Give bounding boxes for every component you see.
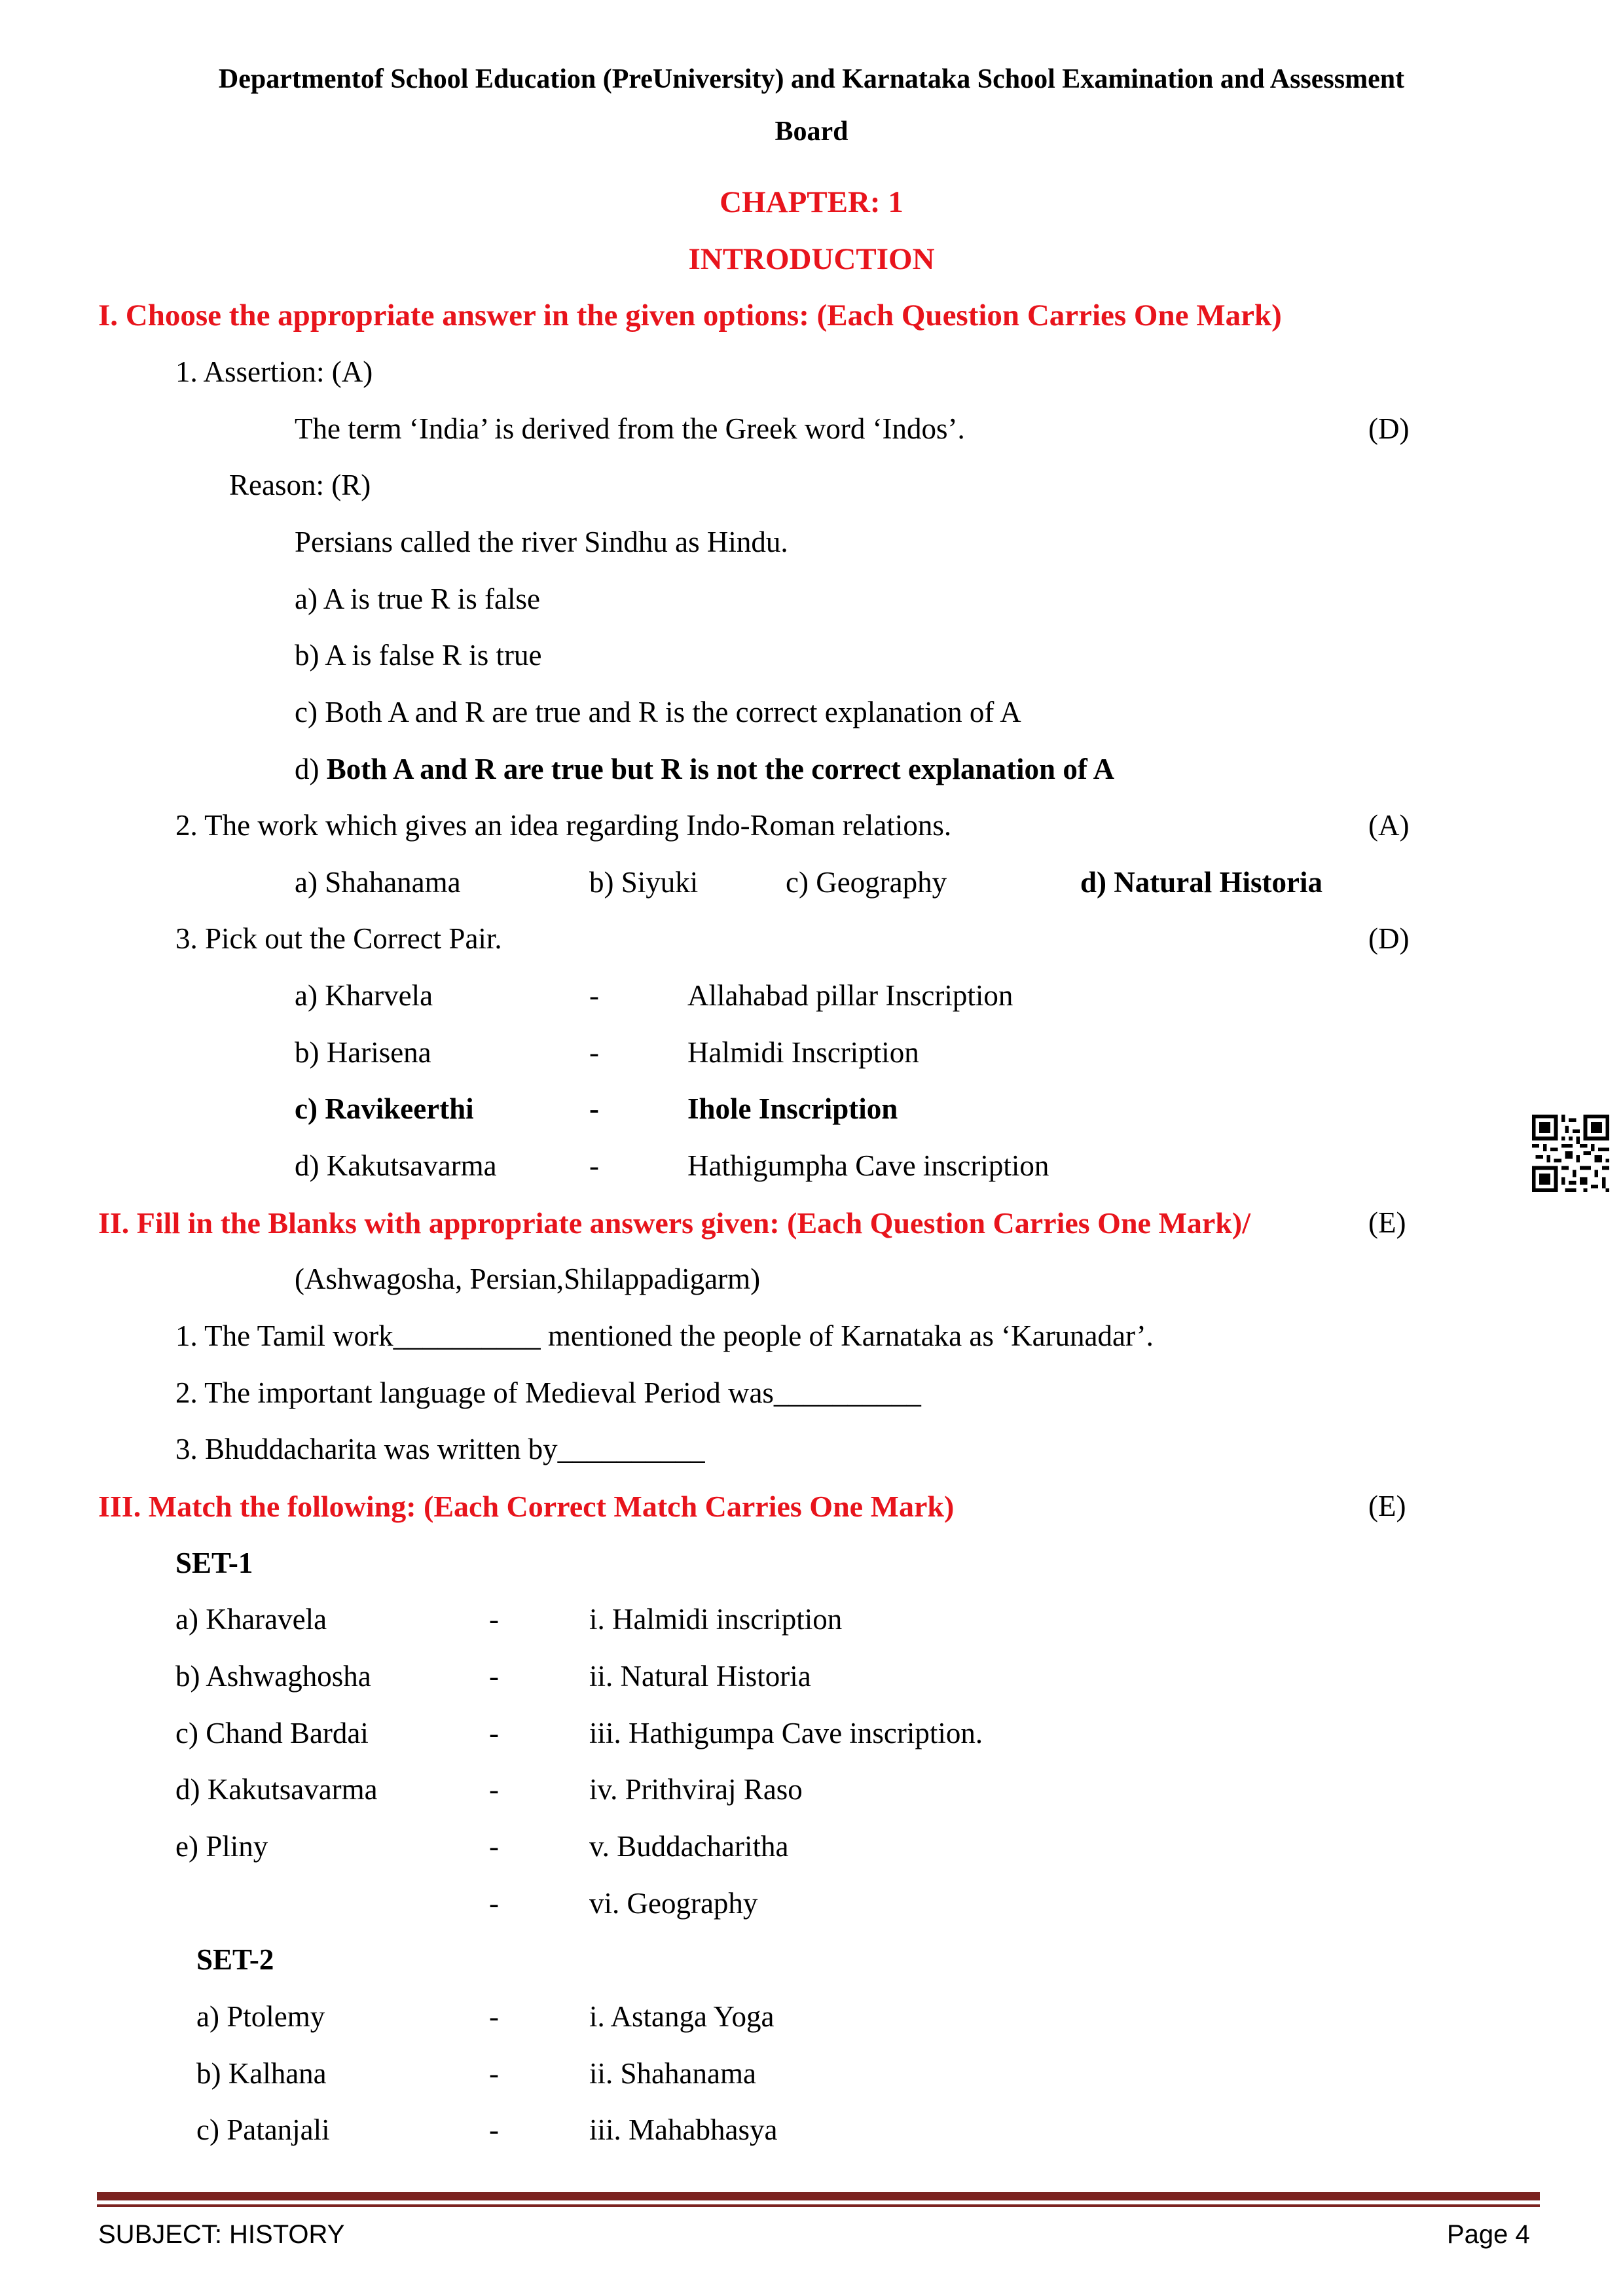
q2-question: 2. The work which gives an idea regarding Indo-Roman relations. <box>175 809 952 842</box>
section-2-title: II. Fill in the Blanks with appropriate answers given: (Each Question Carries One Mark)/ <box>98 1206 1250 1240</box>
set2-right: iii. Mahabhasya <box>589 2113 778 2146</box>
q1-answer: (D) <box>1368 412 1410 445</box>
section-2-options: (Ashwagosha, Persian,Shilappadigarm) <box>295 1263 761 1295</box>
set1-title: SET-1 <box>175 1547 253 1579</box>
set1-right: iii. Hathigumpa Cave inscription. <box>589 1717 983 1749</box>
chapter-title: CHAPTER: 1 <box>720 185 903 219</box>
set1-dash: - <box>489 1603 499 1636</box>
q2-option-a: a) Shahanama <box>295 866 461 899</box>
set1-dash: - <box>489 1773 499 1806</box>
set1-dash: - <box>489 1887 499 1920</box>
q3-pair-right: Ihole Inscription <box>687 1092 898 1125</box>
set1-left: e) Pliny <box>175 1830 268 1863</box>
q1-option-d-text: Both A and R are true but R is not the correct explanation of A <box>326 753 1115 785</box>
q3-pair-left: b) Harisena <box>295 1036 431 1069</box>
q3-pair-right: Halmidi Inscription <box>687 1036 919 1069</box>
set1-left: a) Kharavela <box>175 1603 327 1636</box>
set2-right: ii. Shahanama <box>589 2057 756 2090</box>
q3-pair-dash: - <box>589 1092 599 1125</box>
set1-right: iv. Prithviraj Raso <box>589 1773 803 1806</box>
set2-left: c) Patanjali <box>196 2113 330 2146</box>
set2-title: SET-2 <box>196 1943 274 1976</box>
set2-dash: - <box>489 2000 499 2033</box>
fill-blank-q3: 3. Bhuddacharita was written by__________ <box>175 1433 705 1465</box>
q1-assertion-label: 1. Assertion: (A) <box>175 355 373 388</box>
set1-left: b) Ashwaghosha <box>175 1660 371 1693</box>
q1-option-c: c) Both A and R are true and R is the correct explanation of A <box>295 696 1021 728</box>
set1-dash: - <box>489 1660 499 1693</box>
q3-pair-left: a) Kharvela <box>295 979 433 1012</box>
fill-blank-q2: 2. The important language of Medieval Period was__________ <box>175 1376 921 1409</box>
q1-reason-label: Reason: (R) <box>229 469 371 501</box>
q1-option-a: a) A is true R is false <box>295 583 540 615</box>
section-3-title: III. Match the following: (Each Correct Match Carries One Mark) <box>98 1490 955 1523</box>
board-header-line1: Departmentof School Education (PreUniversity) and Karnataka School Examination and Assessment <box>218 64 1405 94</box>
section-1-title: I. Choose the appropriate answer in the given options: (Each Question Carries One Mark) <box>98 298 1282 332</box>
set2-left: a) Ptolemy <box>196 2000 325 2033</box>
q3-pair-left: c) Ravikeerthi <box>295 1092 474 1125</box>
section-2-answer: (E) <box>1368 1206 1406 1239</box>
q1-assertion-text: The term ‘India’ is derived from the Greek word ‘Indos’. <box>295 412 965 445</box>
set2-dash: - <box>489 2057 499 2090</box>
set2-right: i. Astanga Yoga <box>589 2000 775 2033</box>
q1-option-d <box>295 755 1114 784</box>
set1-dash: - <box>489 1830 499 1863</box>
footer-page-number: Page 4 <box>1447 2220 1530 2249</box>
set2-dash: - <box>489 2113 499 2146</box>
set1-right: vi. Geography <box>589 1887 758 1920</box>
q3-pair-dash: - <box>589 979 599 1012</box>
fill-blank-q1: 1. The Tamil work__________ mentioned the people of Karnataka as ‘Karunadar’. <box>175 1319 1154 1352</box>
q3-pair-right: Hathigumpha Cave inscription <box>687 1149 1049 1182</box>
chapter-subtitle: INTRODUCTION <box>688 242 935 276</box>
set1-left: d) Kakutsavarma <box>175 1773 378 1806</box>
q2-answer: (A) <box>1368 809 1410 842</box>
q3-pair-left: d) Kakutsavarma <box>295 1149 497 1182</box>
set1-dash: - <box>489 1717 499 1749</box>
q3-pair-right: Allahabad pillar Inscription <box>687 979 1013 1012</box>
set1-left: c) Chand Bardai <box>175 1717 369 1749</box>
q1-option-d-prefix: d) <box>295 753 327 785</box>
footer-rule-thick <box>97 2192 1540 2200</box>
set2-left: b) Kalhana <box>196 2057 327 2090</box>
q3-answer: (D) <box>1368 922 1410 955</box>
q2-option-d: d) Natural Historia <box>1080 866 1322 899</box>
q2-option-c: c) Geography <box>786 866 947 899</box>
board-header-line2: Board <box>775 117 848 147</box>
q1-reason-text: Persians called the river Sindhu as Hindu. <box>295 526 788 558</box>
footer-rule-thin <box>97 2204 1540 2207</box>
q2-option-b: b) Siyuki <box>589 866 699 899</box>
q3-pair-dash: - <box>589 1036 599 1069</box>
q1-option-b: b) A is false R is true <box>295 639 542 672</box>
q3-question: 3. Pick out the Correct Pair. <box>175 922 502 955</box>
q3-pair-dash: - <box>589 1149 599 1182</box>
set1-right: ii. Natural Historia <box>589 1660 811 1693</box>
qr-code-icon <box>1532 1115 1609 1192</box>
footer-subject: SUBJECT: HISTORY <box>98 2220 345 2249</box>
set1-right: v. Buddacharitha <box>589 1830 789 1863</box>
set1-right: i. Halmidi inscription <box>589 1603 843 1636</box>
section-3-answer: (E) <box>1368 1490 1406 1522</box>
